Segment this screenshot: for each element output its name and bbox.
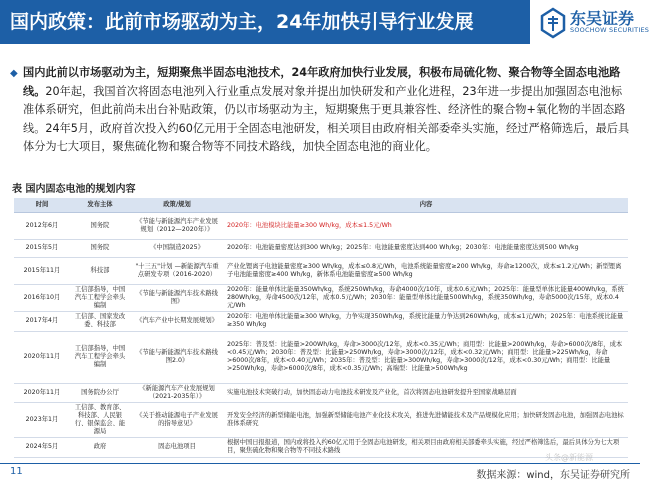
- summary-text: [23, 64, 630, 157]
- cell-content: 2020年：能量单体比能量350Wh/kg，系统250Wh/kg，寿命4000次/10年，成本0.6元/Wh；2025年：能量型单体比能量400Wh/kg，系统280Wh/kg，寿命4500次/12年，成本0.5元/Wh；2030年：能量型单体比能量500Wh/kg，系统350Wh/kg，寿命5000次/15年，成本0.4元/Wh: [224, 284, 628, 311]
- table-row: [14, 383, 628, 402]
- cell-policy: 固态电池项目: [130, 437, 224, 457]
- cell-policy: 《节能与新能源汽车产业发展规划（2012—2020年）》: [130, 212, 224, 239]
- table-row: [14, 257, 628, 284]
- logo-chinese-name: 东吴证券: [570, 9, 635, 28]
- data-source: 数据来源：wind，东吴证券研究所: [476, 470, 630, 481]
- cell-policy: 《中国制造2025》: [130, 239, 224, 257]
- cell-content: 2020年：电池模块比能量≥300 Wh/kg，成本≤1.5元/Wh: [224, 212, 628, 239]
- cell-policy: "十三五"计划 —新能源汽车重点研发专项（2016-2020）: [130, 257, 224, 284]
- cell-issuer: 工信部指导，中国汽车工程学会牵头编制: [70, 331, 130, 383]
- cell-policy: 《节能与新能源汽车技术路线图2.0》: [130, 331, 224, 383]
- cell-issuer: 工信部、教育部、科技部、人民银行、银保监会、能源局: [70, 402, 130, 437]
- footer-divider: [0, 463, 640, 464]
- table-row: [14, 239, 628, 257]
- cell-policy: 《汽车产业中长期发展规划》: [130, 311, 224, 331]
- logo-mark-icon: [540, 8, 566, 38]
- cell-content: 2020年：电池单体比能量≥300 Wh/kg，力争实现350Wh/kg，系统比能量力争达到260Wh/kg，成本≤1元/Wh；2025年：电池系统比能量≥350 Wh/kg: [224, 311, 628, 331]
- cell-time: 2012年6月: [14, 212, 70, 239]
- cell-time: 2023年1月: [14, 402, 70, 437]
- cell-time: 2024年5月: [14, 437, 70, 457]
- column-header-issuer: 发布主体: [70, 198, 130, 212]
- cell-content: 产业化锂离子电池能量密度≥300 Wh/kg，成本≤0.8元/Wh，电池系统能量密度≥200 Wh/kg，寿命≥1200次，成本≤1.2元/Wh；新型锂离子电池能量密度≥400 Wh/kg，新体系电池能量密度≥500 Wh/kg: [224, 257, 628, 284]
- cell-content: 根据中国日报报道，国内或将投入约60亿元用于全固态电池研发，相关项目由政府相关部委牵头实施，经过严格筛选后，最后具体分为七大项目，聚焦硫化物和聚合物等不同技术路线: [224, 437, 628, 457]
- table-header-row: [14, 198, 628, 212]
- column-header-time: 时间: [14, 198, 70, 212]
- table-row: [14, 212, 628, 239]
- table-row: [14, 437, 628, 457]
- cell-issuer: 工信部、国家发改委、科技部: [70, 311, 130, 331]
- cell-time: 2015年5月: [14, 239, 70, 257]
- policy-table: [14, 198, 628, 458]
- cell-policy: 《新能源汽车产业发展规划（2021-2035年）》: [130, 383, 224, 402]
- cell-time: 2020年11月: [14, 331, 70, 383]
- page-number: 11: [10, 466, 23, 477]
- watermark: 头条@新能源: [545, 453, 593, 462]
- table-row: [14, 331, 628, 383]
- cell-policy: 《节能与新能源汽车技术路线图》: [130, 284, 224, 311]
- cell-issuer: 国务院办公厅: [70, 383, 130, 402]
- cell-content: 开发安全经济的新型储能电池，加强新型储能电池产业化技术攻关，推进先进储能技术及产品规模化应用；加快研发固态电池，加强固态电池标准体系研究: [224, 402, 628, 437]
- table-row: [14, 402, 628, 437]
- cell-time: 2016年10月: [14, 284, 70, 311]
- table-title: 表 国内固态电池的规划内容: [12, 184, 136, 195]
- diamond-bullet-icon: ◆: [10, 68, 18, 79]
- cell-policy: 《关于推动能源电子产业发展的指导意见》: [130, 402, 224, 437]
- logo-english-name: SOOCHOW SECURITIES: [570, 26, 649, 34]
- cell-content: 实施电池技术突破行动，加快固态动力电池技术研发及产业化，首次将固态电池研发提升至国家战略层面: [224, 383, 628, 402]
- cell-content: 2025年：普及型：比能量>200Wh/kg，寿命>3000次/12年，成本<0.35元/Wh；商用型：比能量>200Wh/kg，寿命>6000次/8年，成本<0.45元/Wh；2030年：普及型：比能量>250Wh/kg，寿命>3000次/12年，成本<0.32元/Wh；商用型：比能量>225Wh/kg，寿命>6000次/8年，成本<0.40元/Wh；2035年：普及型：比能量>300Wh/kg，寿命>3000次/12年，成本<0.30元/Wh；商用型：比能量>250Wh/kg，寿命>6000次/8年，成本<0.35元/Wh；高端型：比能量>500Wh/kg: [224, 331, 628, 383]
- cell-time: 2015年11月: [14, 257, 70, 284]
- table-row: [14, 311, 628, 331]
- cell-issuer: 政府: [70, 437, 130, 457]
- cell-issuer: 国务院: [70, 239, 130, 257]
- summary-body: 20年起，我国首次将固态电池列入行业重点发展对象并提出加快研发和产业化进程，23年进一步提出加强固态电池标准体系研究，但此前尚未出台补贴政策，仍以市场驱动为主，短期聚焦于更具兼容性、经济性的聚合物+氧化物的半固态路线。24年5月，政府首次投入约60亿元用于全固态电池研发，相关项目由政府相关部委牵头实施，经过严格筛选后，最后具体分为七大项目，聚焦硫化物和聚合物等不同技术路线，加快全固态电池的商业化。: [23, 84, 630, 154]
- page-title: 国内政策：此前市场驱动为主，24年加快引导行业发展: [0, 0, 530, 44]
- cell-issuer: 国务院: [70, 212, 130, 239]
- cell-issuer: 科技部: [70, 257, 130, 284]
- summary-lead: 国内此前以市场驱动为主，短期聚焦半固态电池技术，24年政府加快行业发展，积极布局硫化物、聚合物等全固态电池路线。: [23, 66, 621, 98]
- cell-time: 2020年11月: [14, 383, 70, 402]
- brand-logo: [540, 4, 649, 44]
- cell-issuer: 工信部指导，中国汽车工程学会牵头编制: [70, 284, 130, 311]
- column-header-content: 内容: [224, 198, 628, 212]
- cell-time: 2017年4月: [14, 311, 70, 331]
- cell-content: 2020年：电池能量密度达到300 Wh/kg；2025年：电池能量密度达到400 Wh/kg；2030年：电池能量密度达到500 Wh/kg: [224, 239, 628, 257]
- summary-paragraph: [10, 64, 630, 157]
- table-row: [14, 284, 628, 311]
- column-header-policy: 政策/规划: [130, 198, 224, 212]
